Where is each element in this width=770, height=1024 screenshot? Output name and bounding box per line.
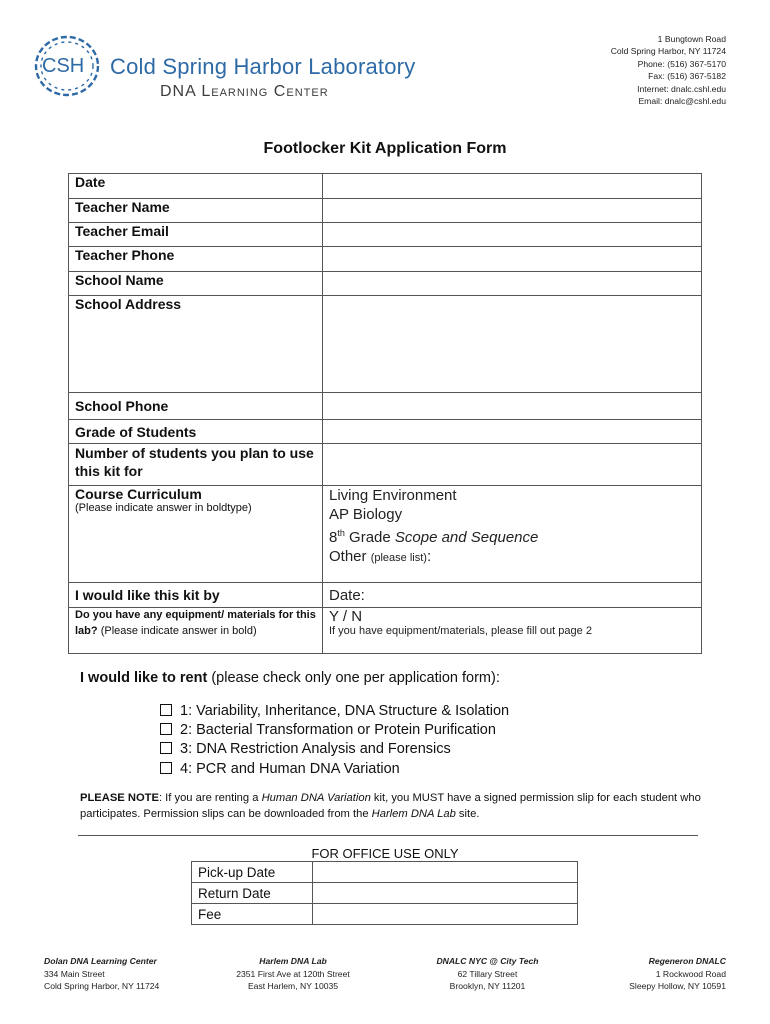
footer-location-dolan (44, 955, 159, 993)
field-date-input[interactable] (323, 174, 702, 199)
rent-heading-rest: (please check only one per application form): (207, 670, 500, 686)
note-kit-name: Human DNA Variation (261, 792, 371, 804)
office-return-input[interactable] (313, 883, 578, 904)
office-fee-input[interactable] (313, 904, 578, 925)
location-name: Regeneron DNALC (648, 956, 726, 966)
curriculum-option[interactable] (329, 524, 695, 547)
kit-option-label: 3: DNA Restriction Analysis and Forensics (180, 741, 451, 758)
kit-option-3[interactable] (160, 740, 509, 759)
kit-option-2[interactable] (160, 721, 509, 740)
location-name: Harlem DNA Lab (259, 956, 327, 966)
field-label: School Phone (69, 393, 323, 420)
kit-option-label: 4: PCR and Human DNA Variation (180, 760, 400, 777)
location-city: Brooklyn, NY 11201 (449, 981, 526, 992)
office-label: Fee (192, 904, 313, 925)
address-internet: Internet: dnalc.cshl.edu (637, 83, 726, 94)
field-teacher-email-input[interactable] (323, 223, 702, 247)
equipment-label-cell (69, 608, 323, 654)
other-hint: (please list) (370, 552, 427, 564)
field-label: Teacher Phone (69, 247, 323, 272)
curriculum-options[interactable] (323, 486, 702, 583)
location-name: DNALC NYC @ City Tech (436, 956, 539, 966)
kit-by-date-input[interactable]: Date: (323, 583, 702, 608)
address-fax: Fax: (516) 367-5182 (648, 71, 726, 82)
field-label: School Name (69, 272, 323, 296)
footer-location-regeneron (629, 955, 726, 993)
checkbox-icon[interactable] (160, 704, 172, 716)
address-line: Cold Spring Harbor, NY 11724 (610, 46, 726, 57)
curriculum-label: Course Curriculum (75, 486, 202, 502)
office-use-title: FOR OFFICE USE ONLY (311, 846, 459, 861)
location-street: 62 Tillary Street (457, 968, 518, 979)
kit-options (160, 702, 509, 779)
logo-mark: CSH (42, 55, 85, 77)
yes-no-choice[interactable]: Y / N (329, 608, 363, 625)
rent-heading-bold: I would like to rent (80, 670, 208, 686)
address-line: 1 Bungtown Road (657, 34, 726, 44)
checkbox-icon[interactable] (160, 723, 172, 735)
note-bold: PLEASE NOTE (80, 792, 159, 804)
grade-suffix: th (337, 528, 345, 538)
curriculum-option[interactable] (329, 547, 695, 568)
divider (78, 835, 698, 836)
field-school-address-input[interactable] (323, 296, 702, 393)
curriculum-option[interactable]: AP Biology (329, 506, 403, 523)
office-use-table (191, 861, 578, 925)
field-grade-input[interactable] (323, 420, 702, 444)
please-note (80, 790, 710, 822)
curriculum-option[interactable]: Living Environment (329, 487, 457, 504)
curriculum-instruction: (Please indicate answer in boldtype) (75, 502, 252, 514)
field-label: Teacher Name (69, 199, 323, 223)
note-site-name: Harlem DNA Lab (371, 808, 456, 820)
field-school-name-input[interactable] (323, 272, 702, 296)
location-city: Cold Spring Harbor, NY 11724 (44, 981, 160, 992)
office-label: Return Date (192, 883, 313, 904)
equipment-instruction: (Please indicate answer in bold) (100, 624, 257, 637)
logo-subtitle: DNA Learning Center (160, 83, 329, 100)
location-street: 334 Main Street (44, 968, 105, 979)
checkbox-icon[interactable] (160, 762, 172, 774)
location-street: 1 Rockwood Road (655, 968, 726, 979)
grade-text: Grade (344, 529, 395, 546)
checkbox-icon[interactable] (160, 742, 172, 754)
kit-option-label: 1: Variability, Inheritance, DNA Structure & Isolation (180, 703, 510, 719)
field-label: Date (69, 174, 323, 199)
address-phone: Phone: (516) 367-5170 (637, 58, 726, 69)
field-label: Teacher Email (69, 223, 323, 247)
location-name: Dolan DNA Learning Center (44, 956, 157, 966)
equipment-question: Do you have any equipment/ materials for this lab? (75, 609, 316, 637)
lab-logo (30, 30, 440, 106)
office-pickup-input[interactable] (313, 862, 578, 883)
equipment-answer-cell[interactable] (323, 608, 702, 654)
logo-name: Cold Spring Harbor Laboratory (110, 54, 416, 79)
note-text: kit, you MUST have a signed permission slip for each student who participates. Permission slips can be downloaded from the (80, 792, 701, 820)
kit-option-4[interactable] (160, 760, 509, 779)
address-email: Email: dnalc@cshl.edu (638, 96, 726, 107)
grade-number: 8 (329, 529, 338, 546)
location-city: Sleepy Hollow, NY 10591 (629, 981, 726, 992)
kit-by-label: I would like this kit by (69, 583, 323, 608)
application-table (68, 173, 702, 654)
office-label: Pick-up Date (192, 862, 313, 883)
field-label: Grade of Students (69, 420, 323, 444)
contact-address (611, 33, 726, 107)
location-street: 2351 First Ave at 120th Street (236, 968, 350, 979)
other-text: Other (329, 548, 367, 565)
rent-heading (80, 670, 500, 686)
grade-scope: Scope and Sequence (394, 529, 539, 546)
field-label: School Address (69, 296, 323, 393)
field-school-phone-input[interactable] (323, 393, 702, 420)
curriculum-label-cell (69, 486, 323, 583)
note-text: : If you are renting a (158, 792, 262, 804)
footer-location-harlem (228, 955, 358, 993)
other-colon: : (426, 548, 432, 565)
form-title: Footlocker Kit Application Form (263, 140, 507, 157)
footer-location-citytech (430, 955, 545, 993)
field-teacher-name-input[interactable] (323, 199, 702, 223)
field-teacher-phone-input[interactable] (323, 247, 702, 272)
note-text: site. (455, 808, 480, 820)
field-num-students-input[interactable] (323, 444, 702, 486)
location-city: East Harlem, NY 10035 (247, 981, 339, 992)
field-label: Number of students you plan to use this kit for (69, 444, 323, 486)
kit-option-1[interactable] (160, 702, 509, 721)
kit-option-label: 2: Bacterial Transformation or Protein Purification (180, 722, 496, 739)
equipment-note: If you have equipment/materials, please fill out page 2 (329, 625, 592, 637)
